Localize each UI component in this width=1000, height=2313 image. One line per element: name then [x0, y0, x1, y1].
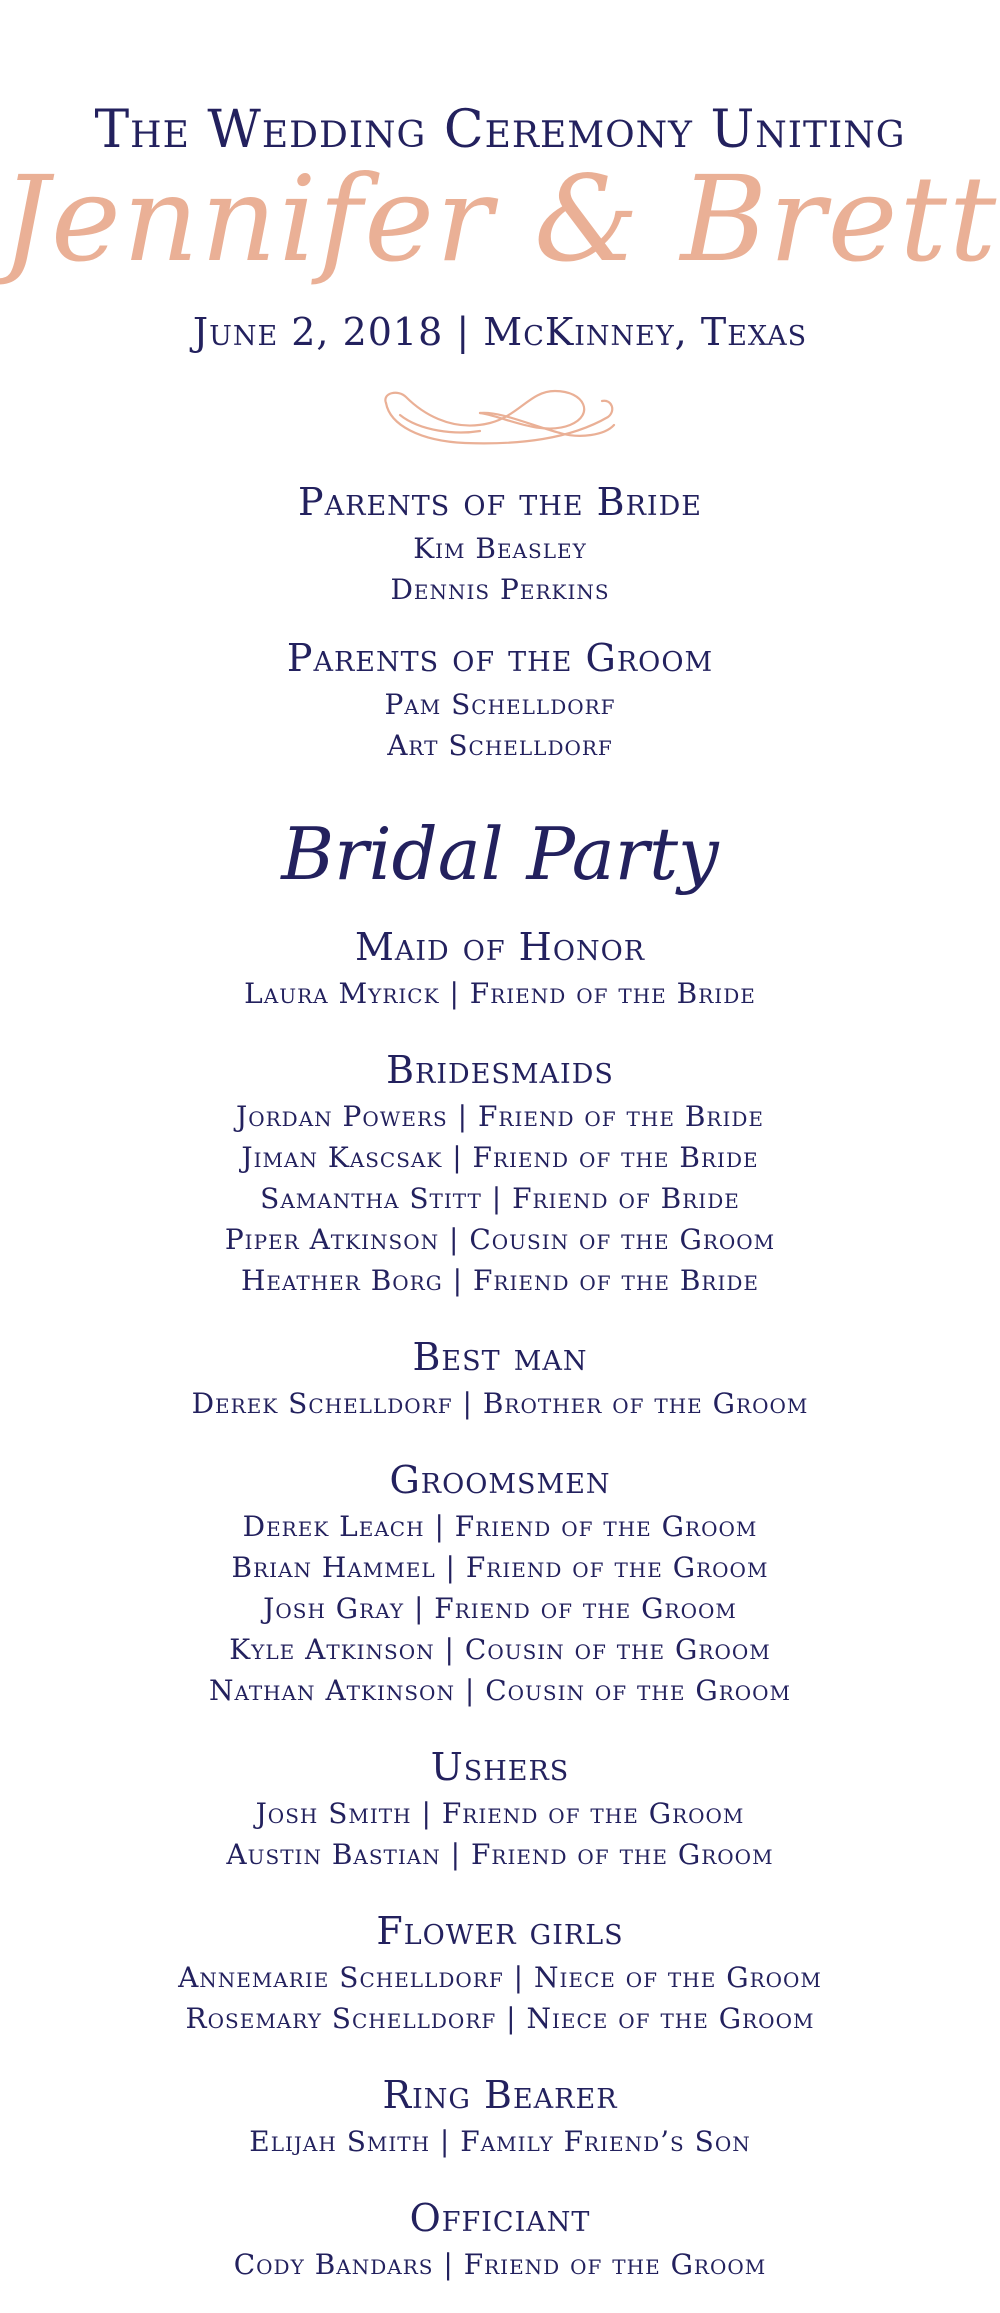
parents-bride-heading: Parents of the Bride [298, 480, 702, 524]
section-heading: Best man [412, 1335, 588, 1379]
parents-groom-heading: Parents of the Groom [286, 636, 714, 680]
member-name: Jordan Powers [236, 1100, 448, 1133]
separator: | [404, 1592, 435, 1625]
member-role: Friend of the Groom [441, 1797, 745, 1830]
member-name: Nathan Atkinson [208, 1674, 455, 1707]
section-heading: Flower girls [376, 1909, 624, 1953]
member-role: Friend of the Groom [470, 1838, 774, 1871]
couple-names: Jennifer & Brett [1, 150, 999, 288]
section-heading: Officiant [409, 2196, 591, 2240]
member-name: Annemarie Schelldorf [178, 1961, 504, 1994]
member-row [0, 1592, 1000, 1625]
member-role: Brother of the Groom [482, 1387, 809, 1420]
flourish-ornament-icon [380, 385, 620, 455]
member-role: Friend of the Bride [477, 1100, 764, 1133]
member-role: Cousin of the Groom [485, 1674, 792, 1707]
member-row [0, 1100, 1000, 1133]
member-name: Heather Borg [241, 1264, 443, 1297]
member-name: Elijah Smith [249, 2125, 431, 2158]
member-row [0, 1223, 1000, 1256]
separator: | [454, 1674, 486, 1707]
member-row [0, 1551, 1000, 1584]
separator: | [439, 1223, 470, 1256]
member-name: Cody Bandars [233, 2248, 434, 2281]
member-role: Friend of the Bride [472, 1141, 759, 1174]
member-role: Family Friend’s Son [460, 2125, 751, 2158]
member-row [0, 1797, 1000, 1830]
separator: | [439, 977, 470, 1010]
section-heading: Ushers [430, 1745, 570, 1789]
member-role: Friend of the Bride [472, 1264, 759, 1297]
separator: | [503, 1961, 534, 1994]
date-location [0, 310, 1000, 354]
member-role: Friend of the Groom [454, 1510, 758, 1543]
separator: | [434, 1633, 465, 1666]
member-row [0, 2248, 1000, 2281]
member-name: Josh Smith [255, 1797, 412, 1830]
parents-groom-name: Pam Schelldorf [384, 688, 616, 721]
bridal-party-title: Bridal Party [281, 812, 719, 896]
member-role: Friend of the Groom [434, 1592, 737, 1625]
wedding-location: McKinney, Texas [483, 310, 808, 354]
separator: | [452, 1387, 483, 1420]
member-name: Brian Hammel [231, 1551, 436, 1584]
parents-bride-name: Kim Beasley [413, 532, 587, 565]
separator: | [435, 1551, 466, 1584]
member-row [0, 2002, 1000, 2035]
separator: | [430, 2125, 461, 2158]
separator: | [496, 2002, 527, 2035]
member-row [0, 1838, 1000, 1871]
separator: | [440, 1838, 471, 1871]
member-role: Friend of Bride [512, 1182, 740, 1215]
parents-bride-name: Dennis Perkins [390, 573, 610, 606]
member-row [0, 1674, 1000, 1707]
member-row [0, 1961, 1000, 1994]
member-row [0, 977, 1000, 1010]
section-heading: Groomsmen [389, 1458, 611, 1502]
separator: | [442, 1141, 473, 1174]
member-row [0, 1264, 1000, 1297]
member-role: Friend of the Bride [469, 977, 756, 1010]
member-row [0, 1633, 1000, 1666]
member-role: Friend of the Groom [465, 1551, 769, 1584]
section-heading: Bridesmaids [386, 1048, 614, 1092]
separator: | [447, 1100, 478, 1133]
separator: | [411, 1797, 442, 1830]
member-name: Jiman Kascsak [241, 1141, 443, 1174]
member-name: Laura Myrick [244, 977, 440, 1010]
ceremony-title: The Wedding Ceremony Uniting [94, 100, 906, 160]
separator: | [433, 2248, 464, 2281]
member-name: Derek Leach [242, 1510, 425, 1543]
member-role: Niece of the Groom [533, 1961, 822, 1994]
section-heading: Maid of Honor [354, 925, 646, 969]
member-role: Niece of the Groom [526, 2002, 815, 2035]
section-heading: Ring Bearer [382, 2073, 618, 2117]
member-row [0, 2125, 1000, 2158]
separator: | [481, 1182, 513, 1215]
member-name: Samantha Stitt [260, 1182, 482, 1215]
member-name: Piper Atkinson [224, 1223, 440, 1256]
separator: | [442, 1264, 473, 1297]
wedding-date: June 2, 2018 [192, 310, 444, 354]
member-role: Cousin of the Groom [469, 1223, 776, 1256]
member-role: Friend of the Groom [463, 2248, 767, 2281]
member-row [0, 1141, 1000, 1174]
separator: | [424, 1510, 455, 1543]
member-row [0, 1387, 1000, 1420]
member-name: Derek Schelldorf [191, 1387, 453, 1420]
member-role: Cousin of the Groom [464, 1633, 771, 1666]
member-name: Austin Bastian [226, 1838, 441, 1871]
member-row [0, 1182, 1000, 1215]
separator: | [456, 310, 484, 354]
parents-groom-name: Art Schelldorf [387, 729, 613, 762]
member-name: Kyle Atkinson [229, 1633, 435, 1666]
member-row [0, 1510, 1000, 1543]
member-name: Rosemary Schelldorf [185, 2002, 497, 2035]
member-name: Josh Gray [263, 1592, 405, 1625]
